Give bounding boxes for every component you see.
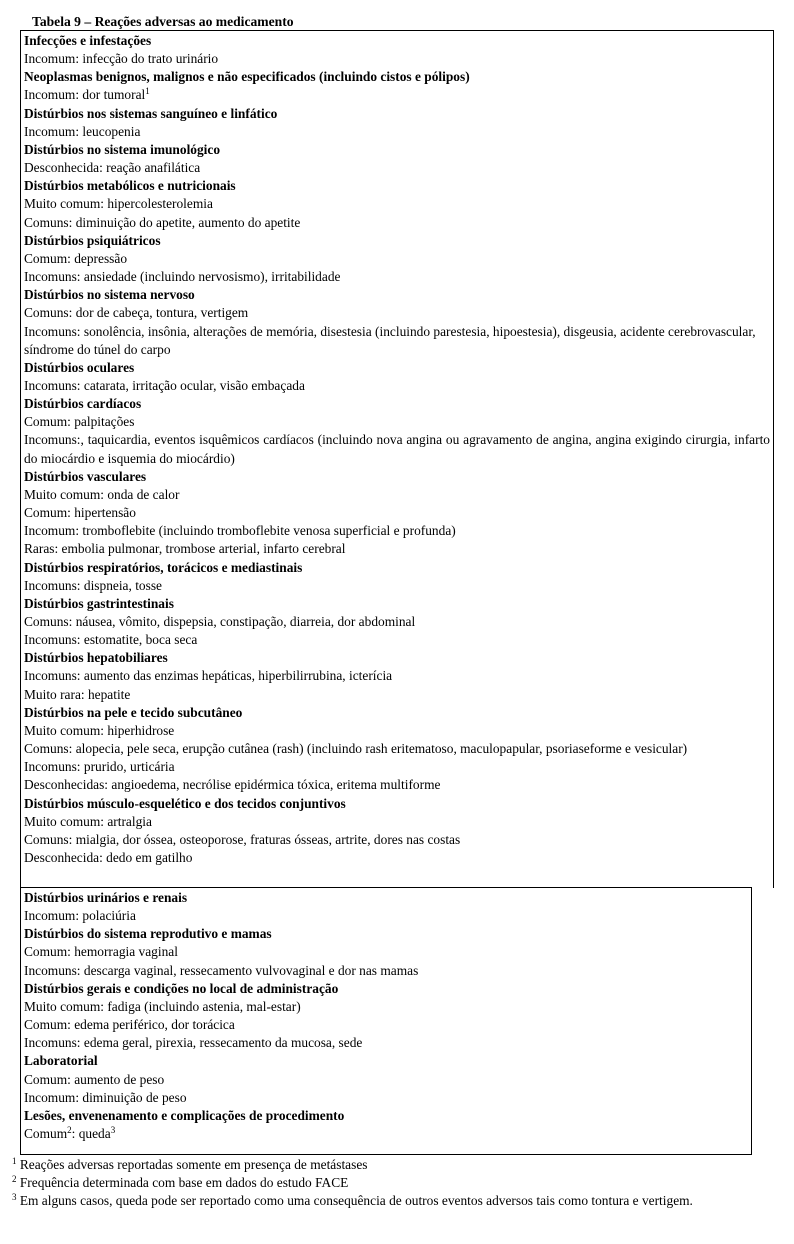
- entry-text: Raras: embolia pulmonar, trombose arterial, infarto cerebral: [24, 541, 346, 557]
- entry-text: Muito comum: hipercolesterolemia: [24, 196, 213, 212]
- entry-text-continued: : queda: [71, 1126, 111, 1142]
- reaction-entry: [24, 1071, 748, 1089]
- category-heading: [24, 177, 770, 195]
- entry-text: Incomuns: aumento das enzimas hepáticas, hiperbilirrubina, icterícia: [24, 668, 393, 684]
- footnotes: [12, 1156, 784, 1210]
- reaction-entry: [24, 159, 770, 177]
- reaction-entry: [24, 831, 770, 849]
- entry-text: Comuns: alopecia, pele seca, erupção cutânea (rash) (incluindo rash eritematoso, maculopapular, psoriaseforme e vesicular): [24, 741, 688, 757]
- footnote-ref: 2: [67, 1125, 72, 1136]
- reaction-entry: [24, 667, 770, 685]
- entry-text: Incomum: polaciúria: [24, 908, 136, 924]
- entry-text: Incomuns: estomatite, boca seca: [24, 632, 198, 648]
- footnote-ref: 1: [145, 86, 150, 97]
- entry-text: Distúrbios hepatobiliares: [24, 650, 168, 666]
- entry-text: Distúrbios metabólicos e nutricionais: [24, 178, 236, 194]
- entry-text: Laboratorial: [24, 1053, 98, 1069]
- entry-text: Neoplasmas benignos, malignos e não especificados (incluindo cistos e pólipos): [24, 69, 470, 85]
- category-heading: [24, 105, 770, 123]
- footnote: [12, 1156, 784, 1174]
- entry-text: Muito rara: hepatite: [24, 686, 131, 702]
- entry-text: Incomuns: catarata, irritação ocular, visão embaçada: [24, 377, 305, 393]
- reaction-entry: [24, 849, 770, 867]
- reaction-entry: [24, 631, 770, 649]
- reaction-entry: [24, 1089, 748, 1107]
- category-heading: [24, 595, 770, 613]
- entry-text: Incomuns: edema geral, pirexia, ressecamento da mucosa, sede: [24, 1035, 363, 1051]
- reaction-entry: [24, 377, 770, 395]
- entry-text: Comum: [24, 1126, 68, 1142]
- entry-text: Distúrbios nos sistemas sanguíneo e linfático: [24, 105, 278, 121]
- category-heading: [24, 889, 748, 907]
- entry-text: Muito comum: artralgia: [24, 813, 152, 829]
- footnote: [12, 1192, 784, 1210]
- entry-text: Distúrbios no sistema imunológico: [24, 141, 221, 157]
- reaction-entry: [24, 86, 770, 104]
- table-caption: Tabela 9 – Reações adversas ao medicamento: [32, 14, 294, 29]
- entry-text: Comuns: dor de cabeça, tontura, vertigem: [24, 305, 249, 321]
- entry-text: Distúrbios do sistema reprodutivo e mamas: [24, 926, 272, 942]
- footnote-text: Reações adversas reportadas somente em presença de metástases: [16, 1157, 368, 1172]
- reaction-entry: [24, 998, 748, 1016]
- entry-text: Distúrbios músculo-esquelético e dos tecidos conjuntivos: [24, 795, 346, 811]
- entry-text: Infecções e infestações: [24, 33, 152, 48]
- reaction-entry: [24, 431, 770, 467]
- category-heading: [24, 704, 770, 722]
- reaction-entry: [24, 1034, 748, 1052]
- entry-text: Comum: palpitações: [24, 414, 135, 430]
- category-heading: [24, 649, 770, 667]
- reaction-entry: [24, 123, 770, 141]
- reaction-entry: [24, 195, 770, 213]
- entry-text: Distúrbios urinários e renais: [24, 890, 188, 905]
- footnote: [12, 1174, 784, 1192]
- entry-text: Distúrbios vasculares: [24, 468, 147, 484]
- entry-text: Distúrbios na pele e tecido subcutâneo: [24, 704, 243, 720]
- reaction-entry: [24, 214, 770, 232]
- entry-text: Desconhecida: dedo em gatilho: [24, 850, 193, 866]
- reaction-entry: [24, 486, 770, 504]
- reaction-entry: [24, 758, 770, 776]
- entry-text: Incomum: tromboflebite (incluindo tromboflebite venosa superficial e profunda): [24, 523, 456, 539]
- entry-text: Desconhecidas: angioedema, necrólise epidérmica tóxica, eritema multiforme: [24, 777, 441, 793]
- entry-text: Muito comum: fadiga (incluindo astenia, mal-estar): [24, 998, 301, 1014]
- reaction-entry: [24, 268, 770, 286]
- reaction-entry: [24, 250, 770, 268]
- adverse-reactions-table-part-2: [20, 887, 752, 1155]
- entry-text: Distúrbios no sistema nervoso: [24, 287, 195, 303]
- category-heading: [24, 925, 748, 943]
- entry-text: Muito comum: hiperhidrose: [24, 722, 175, 738]
- reaction-entry: [24, 776, 770, 794]
- reaction-entry: [24, 686, 770, 704]
- category-heading: [24, 141, 770, 159]
- entry-text: Comum: depressão: [24, 250, 128, 266]
- reaction-entry: [24, 1125, 748, 1143]
- entry-text: Distúrbios gastrintestinais: [24, 595, 174, 611]
- reaction-entry: [24, 522, 770, 540]
- footnote-number: 1: [12, 1156, 17, 1166]
- category-heading: [24, 68, 770, 86]
- reaction-entry: [24, 504, 770, 522]
- entry-text: Comum: hemorragia vaginal: [24, 944, 178, 960]
- entry-text: Incomum: infecção do trato urinário: [24, 51, 219, 67]
- entry-text: Comuns: diminuição do apetite, aumento do apetite: [24, 214, 301, 230]
- footnote-number: 2: [12, 1174, 17, 1185]
- reaction-entry: [24, 613, 770, 631]
- entry-text: Incomum: diminuição de peso: [24, 1089, 187, 1105]
- footnote-text: Em alguns casos, queda pode ser reportado como uma consequência de outros eventos adversos tais como tontura e vertigem.: [16, 1193, 693, 1209]
- reaction-entry: [24, 577, 770, 595]
- adverse-reactions-table-part-1: [20, 30, 774, 888]
- reaction-entry: [24, 813, 770, 831]
- entry-text: Comum: hipertensão: [24, 505, 136, 521]
- reaction-entry: [24, 907, 748, 925]
- entry-text: Incomuns: prurido, urticária: [24, 759, 175, 775]
- category-heading: [24, 468, 770, 486]
- category-heading: [24, 232, 770, 250]
- entry-text: Distúrbios gerais e condições no local de administração: [24, 980, 339, 996]
- entry-text: Distúrbios oculares: [24, 359, 135, 375]
- entry-text: Distúrbios cardíacos: [24, 396, 142, 412]
- footnote-ref: 3: [110, 1125, 116, 1136]
- entry-text: Comum: edema periférico, dor torácica: [24, 1017, 235, 1033]
- entry-text: Incomuns:, taquicardia, eventos isquêmicos cardíacos (incluindo nova angina ou agravamento de angina, angina exigindo cirurgia, infarto do miocárdio e isquemia do miocárdio): [24, 432, 770, 466]
- entry-text: Incomuns: dispneia, tosse: [24, 577, 162, 593]
- footnote-number: 3: [12, 1192, 17, 1203]
- category-heading: [24, 559, 770, 577]
- entry-text: Comum: aumento de peso: [24, 1071, 165, 1087]
- category-heading: [24, 980, 748, 998]
- category-heading: [24, 1107, 748, 1125]
- entry-text: Lesões, envenenamento e complicações de procedimento: [24, 1107, 345, 1123]
- entry-text: Incomum: leucopenia: [24, 123, 141, 139]
- category-heading: [24, 286, 770, 304]
- entry-text: Desconhecida: reação anafilática: [24, 160, 201, 176]
- reaction-entry: [24, 540, 770, 558]
- reaction-entry: [24, 304, 770, 322]
- category-heading: [24, 359, 770, 377]
- category-heading: [24, 32, 770, 50]
- reaction-entry: [24, 50, 770, 68]
- reaction-entry: [24, 323, 770, 359]
- category-heading: [24, 395, 770, 413]
- entry-text: Incomum: dor tumoral: [24, 87, 146, 103]
- reaction-entry: [24, 740, 770, 758]
- entry-text: Comuns: náusea, vômito, dispepsia, constipação, diarreia, dor abdominal: [24, 614, 416, 629]
- footnote-text: Frequência determinada com base em dados do estudo FACE: [16, 1175, 349, 1191]
- entry-text: Incomuns: descarga vaginal, ressecamento vulvovaginal e dor nas mamas: [24, 962, 419, 978]
- entry-text: Muito comum: onda de calor: [24, 486, 180, 502]
- entry-text: Distúrbios respiratórios, torácicos e mediastinais: [24, 559, 303, 575]
- category-heading: [24, 1052, 748, 1070]
- reaction-entry: [24, 962, 748, 980]
- reaction-entry: [24, 722, 770, 740]
- category-heading: [24, 795, 770, 813]
- reaction-entry: [24, 943, 748, 961]
- reaction-entry: [24, 413, 770, 431]
- reaction-entry: [24, 1016, 748, 1034]
- entry-text: Distúrbios psiquiátricos: [24, 232, 161, 248]
- entry-text: Incomuns: ansiedade (incluindo nervosismo), irritabilidade: [24, 269, 341, 285]
- entry-text: Comuns: mialgia, dor óssea, osteoporose, fraturas ósseas, artrite, dores nas costas: [24, 831, 461, 847]
- entry-text: Incomuns: sonolência, insônia, alterações de memória, disestesia (incluindo parestesia, hipoestesia), disgeusia, acidente cerebrovascular, síndrome do túnel do carpo: [24, 323, 756, 357]
